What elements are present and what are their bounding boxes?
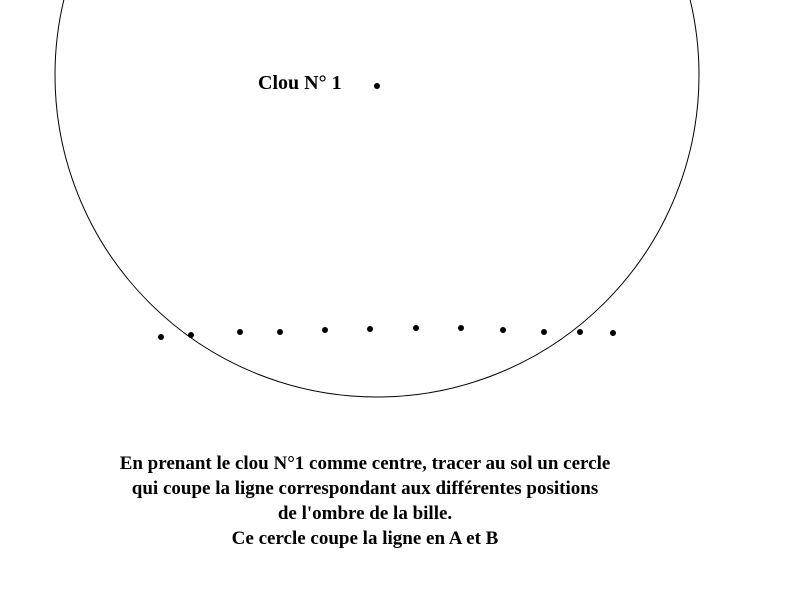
shadow-point <box>413 325 419 331</box>
caption-line: En prenant le clou N°1 comme centre, tracer au sol un cercle <box>119 453 611 474</box>
shadow-point <box>322 327 328 333</box>
caption <box>40 451 690 551</box>
nail-point <box>374 83 380 89</box>
shadow-point <box>610 330 616 336</box>
shadow-points <box>158 325 616 340</box>
shadow-point <box>541 329 547 335</box>
shadow-point <box>500 327 506 333</box>
caption-line: qui coupe la ligne correspondant aux différentes positions <box>131 478 599 499</box>
shadow-point <box>237 329 243 335</box>
shadow-point <box>458 325 464 331</box>
nail-label: Clou N° 1 <box>258 72 342 94</box>
shadow-point <box>577 329 583 335</box>
shadow-point <box>158 334 164 340</box>
caption-line: de l'ombre de la bille. <box>277 503 453 524</box>
trace-circle <box>55 0 699 397</box>
shadow-point <box>367 326 373 332</box>
caption-line: Ce cercle coupe la ligne en A et B <box>231 528 499 549</box>
shadow-point <box>277 329 283 335</box>
shadow-point <box>188 332 194 338</box>
